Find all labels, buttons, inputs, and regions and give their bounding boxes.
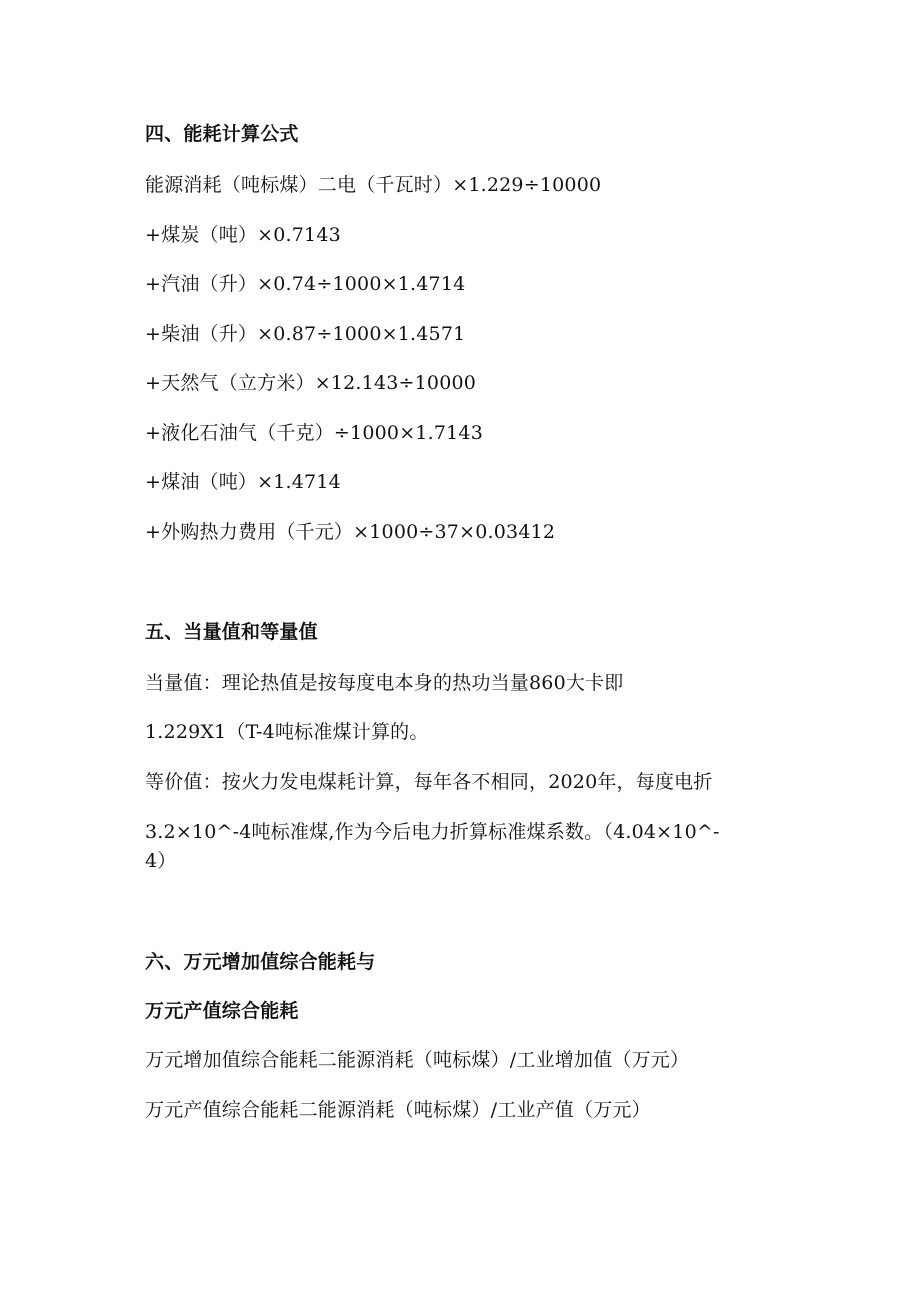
formula-line-energy: 能源消耗（吨标煤）二电（千瓦时）×1.229÷10000	[145, 174, 602, 196]
paragraph-line: 当量值：理论热值是按每度电本身的热功当量860大卡即	[145, 672, 624, 694]
section-5-heading: 五、当量值和等量值	[145, 621, 318, 643]
section-4-heading: 四、能耗计算公式	[145, 123, 299, 145]
paragraph-line: 1.229X1（T-4吨标准煤计算的。	[145, 721, 429, 743]
paragraph-line: 万元增加值综合能耗二能源消耗（吨标煤）/工业增加值（万元）	[145, 1049, 690, 1071]
paragraph-line: 4）	[145, 850, 177, 872]
paragraph-line: 等价值：按火力发电煤耗计算，每年各不相同，2020年，每度电折	[145, 771, 713, 793]
paragraph-line: 3.2×10^-4吨标准煤,作为今后电力折算标准煤系数。（4.04×10^-	[145, 821, 720, 843]
formula-line-kerosene: +煤油（吨）×1.4714	[145, 471, 341, 493]
formula-line-lpg: +液化石油气（千克）÷1000×1.7143	[145, 422, 483, 444]
section-6-heading: 六、万元增加值综合能耗与	[145, 951, 376, 973]
formula-line-gasoline: +汽油（升）×0.74÷1000×1.4714	[145, 273, 466, 295]
formula-line-natural-gas: +天然气（立方米）×12.143÷10000	[145, 372, 477, 394]
formula-line-coal: +煤炭（吨）×0.7143	[145, 224, 341, 246]
formula-line-diesel: +柴油（升）×0.87÷1000×1.4571	[145, 323, 466, 345]
paragraph-line: 万元产值综合能耗二能源消耗（吨标煤）/工业产值（万元）	[145, 1099, 651, 1121]
formula-line-heat: +外购热力费用（千元）×1000÷37×0.03412	[145, 521, 556, 543]
section-6-subheading: 万元产值综合能耗	[145, 1000, 299, 1022]
